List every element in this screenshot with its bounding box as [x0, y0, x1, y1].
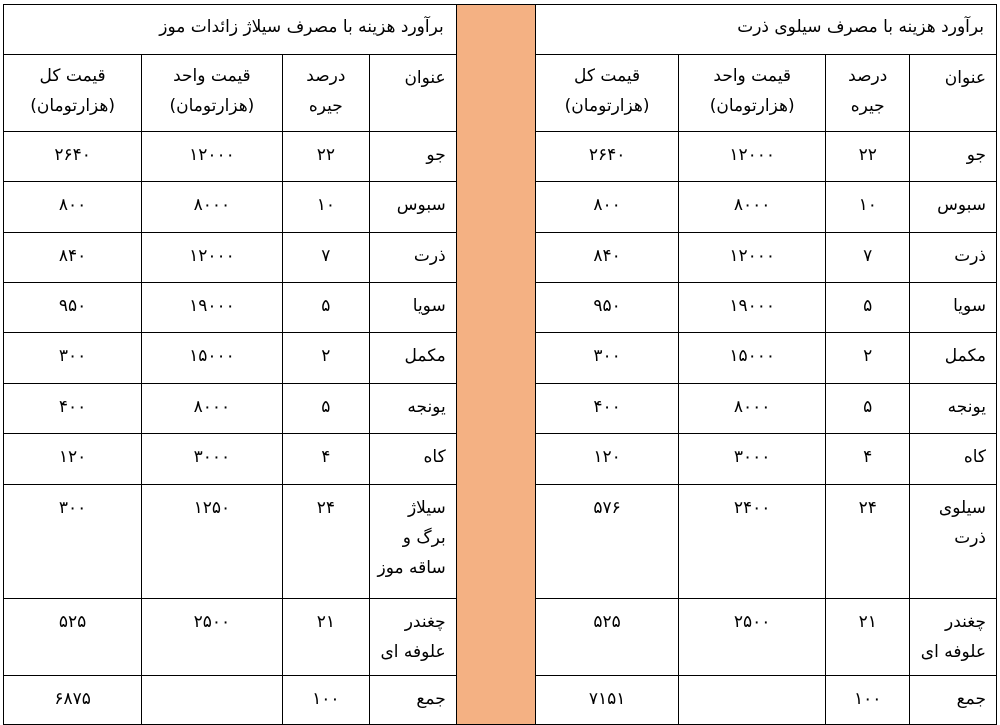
item-name-line: سویا [953, 296, 986, 316]
left-item-name-cell [370, 599, 457, 676]
left-item-name-cell [370, 485, 457, 599]
left-unit-price-cell: ۲۵۰۰ [142, 599, 282, 676]
right-unit-price-cell: ۲۵۰۰ [679, 599, 826, 676]
cost-comparison-table [3, 4, 997, 725]
left-item-name-cell [370, 283, 457, 333]
right-total-cell: ۵۷۶ [535, 485, 679, 599]
item-name-line: جو [966, 145, 986, 165]
right-item-name-cell [910, 333, 997, 384]
item-name-line: جمع [416, 689, 446, 709]
left-header-percent [282, 55, 370, 132]
right-percent-cell: ۲۱ [826, 599, 910, 676]
left-unit-price-cell: ۱۵۰۰۰ [142, 333, 282, 384]
left-percent-cell: ۲۱ [282, 599, 370, 676]
left-item-name-cell [370, 676, 457, 725]
left-percent-cell: ۱۰۰ [282, 676, 370, 725]
title-row [4, 5, 997, 55]
left-header-name: عنوان [370, 55, 457, 132]
left-unit-price-cell: ۱۲۰۰۰ [142, 132, 282, 182]
right-total-cell: ۸۰۰ [535, 182, 679, 233]
left-unit-price-cell: ۸۰۰۰ [142, 182, 282, 233]
item-name-line: جمع [956, 689, 986, 709]
right-header-unit-price [679, 55, 826, 132]
left-unit-price-cell [142, 676, 282, 725]
right-total-cell: ۳۰۰ [535, 333, 679, 384]
item-name-line: کاه [423, 447, 446, 467]
right-total-cell: ۲۶۴۰ [535, 132, 679, 182]
right-unit-price-cell: ۱۹۰۰۰ [679, 283, 826, 333]
right-unit-price-cell: ۳۰۰۰ [679, 434, 826, 485]
right-item-name-cell [910, 485, 997, 599]
item-name-line: چغندر [404, 612, 446, 632]
left-header-total-price-line-1: قیمت کل [39, 66, 106, 86]
right-item-name-cell [910, 599, 997, 676]
right-total-cell: ۸۴۰ [535, 233, 679, 283]
right-percent-cell: ۴ [826, 434, 910, 485]
right-table-title: برآورد هزینه با مصرف سیلوی ذرت [535, 5, 996, 55]
left-total-cell: ۴۰۰ [4, 384, 142, 434]
item-name-line: علوفه ای [920, 642, 986, 662]
item-name-line: یونجه [947, 397, 986, 417]
item-name-line: کاه [963, 447, 986, 467]
right-item-name-cell [910, 384, 997, 434]
left-percent-cell: ۷ [282, 233, 370, 283]
right-total-cell: ۹۵۰ [535, 283, 679, 333]
left-total-cell: ۸۴۰ [4, 233, 142, 283]
left-item-name-cell [370, 434, 457, 485]
left-item-name-cell [370, 182, 457, 233]
separator-column [456, 5, 535, 725]
left-percent-cell: ۲۴ [282, 485, 370, 599]
right-item-name-cell [910, 233, 997, 283]
left-header-unit-price [142, 55, 282, 132]
item-name-line: ساقه موز [377, 558, 446, 578]
left-header-unit-price-line-1: قیمت واحد [173, 66, 251, 86]
right-item-name-cell [910, 132, 997, 182]
left-total-cell: ۸۰۰ [4, 182, 142, 233]
left-item-name-cell [370, 333, 457, 384]
left-total-cell: ۵۲۵ [4, 599, 142, 676]
left-unit-price-cell: ۳۰۰۰ [142, 434, 282, 485]
left-header-unit-price-line-2: (هزارتومان) [169, 96, 255, 116]
item-name-line: چغندر [945, 612, 986, 632]
right-percent-cell: ۲۴ [826, 485, 910, 599]
right-unit-price-cell [679, 676, 826, 725]
right-header-total-price-line-1: قیمت کل [574, 66, 641, 86]
left-total-cell: ۲۶۴۰ [4, 132, 142, 182]
left-total-cell: ۱۲۰ [4, 434, 142, 485]
left-unit-price-cell: ۱۲۵۰ [142, 485, 282, 599]
left-total-cell: ۹۵۰ [4, 283, 142, 333]
left-unit-price-cell: ۱۲۰۰۰ [142, 233, 282, 283]
item-name-line: مکمل [404, 346, 446, 366]
item-name-line: سیلوی [938, 498, 986, 518]
left-percent-cell: ۲ [282, 333, 370, 384]
left-item-name-cell [370, 233, 457, 283]
right-unit-price-cell: ۱۲۰۰۰ [679, 132, 826, 182]
left-total-cell: ۳۰۰ [4, 333, 142, 384]
right-header-name: عنوان [910, 55, 997, 132]
item-name-line: سویا [412, 296, 446, 316]
right-unit-price-cell: ۸۰۰۰ [679, 384, 826, 434]
item-name-line: ذرت [413, 246, 446, 266]
right-item-name-cell [910, 434, 997, 485]
item-name-line: سبوس [937, 195, 986, 215]
left-header-total-price-line-2: (هزارتومان) [30, 96, 116, 116]
item-name-line: مکمل [944, 346, 986, 366]
right-header-total-price-line-2: (هزارتومان) [564, 96, 650, 116]
left-unit-price-cell: ۱۹۰۰۰ [142, 283, 282, 333]
item-name-line: یونجه [407, 397, 446, 417]
left-percent-cell: ۱۰ [282, 182, 370, 233]
right-percent-cell: ۱۰ [826, 182, 910, 233]
left-header-percent-line-1: درصد [306, 66, 346, 86]
right-percent-cell: ۵ [826, 384, 910, 434]
left-percent-cell: ۵ [282, 283, 370, 333]
right-header-percent-line-1: درصد [848, 66, 888, 86]
right-total-cell: ۷۱۵۱ [535, 676, 679, 725]
right-unit-price-cell: ۸۰۰۰ [679, 182, 826, 233]
left-unit-price-cell: ۸۰۰۰ [142, 384, 282, 434]
item-name-line: برگ و [402, 528, 446, 548]
item-name-line: سیلاژ [407, 498, 446, 518]
item-name-line: ذرت [954, 246, 986, 266]
right-percent-cell: ۵ [826, 283, 910, 333]
left-table-title: برآورد هزینه با مصرف سیلاژ زائدات موز [4, 5, 457, 55]
right-unit-price-cell: ۱۲۰۰۰ [679, 233, 826, 283]
left-item-name-cell [370, 384, 457, 434]
right-header-total-price [535, 55, 679, 132]
left-total-cell: ۶۸۷۵ [4, 676, 142, 725]
right-header-unit-price-line-2: (هزارتومان) [709, 96, 795, 116]
right-item-name-cell [910, 676, 997, 725]
right-unit-price-cell: ۱۵۰۰۰ [679, 333, 826, 384]
left-header-total-price [4, 55, 142, 132]
right-total-cell: ۵۲۵ [535, 599, 679, 676]
right-item-name-cell [910, 182, 997, 233]
right-percent-cell: ۲۲ [826, 132, 910, 182]
right-header-percent [826, 55, 910, 132]
right-unit-price-cell: ۲۴۰۰ [679, 485, 826, 599]
right-item-name-cell [910, 283, 997, 333]
item-name-line: سبوس [396, 195, 446, 215]
left-percent-cell: ۵ [282, 384, 370, 434]
right-total-cell: ۱۲۰ [535, 434, 679, 485]
right-total-cell: ۴۰۰ [535, 384, 679, 434]
right-percent-cell: ۷ [826, 233, 910, 283]
left-header-percent-line-2: جیره [308, 96, 343, 116]
left-item-name-cell [370, 132, 457, 182]
item-name-line: ذرت [954, 528, 986, 548]
right-percent-cell: ۱۰۰ [826, 676, 910, 725]
item-name-line: علوفه ای [380, 642, 446, 662]
left-percent-cell: ۴ [282, 434, 370, 485]
left-percent-cell: ۲۲ [282, 132, 370, 182]
right-header-percent-line-2: جیره [850, 96, 885, 116]
left-total-cell: ۳۰۰ [4, 485, 142, 599]
item-name-line: جو [426, 145, 446, 165]
right-header-unit-price-line-1: قیمت واحد [713, 66, 791, 86]
right-percent-cell: ۲ [826, 333, 910, 384]
